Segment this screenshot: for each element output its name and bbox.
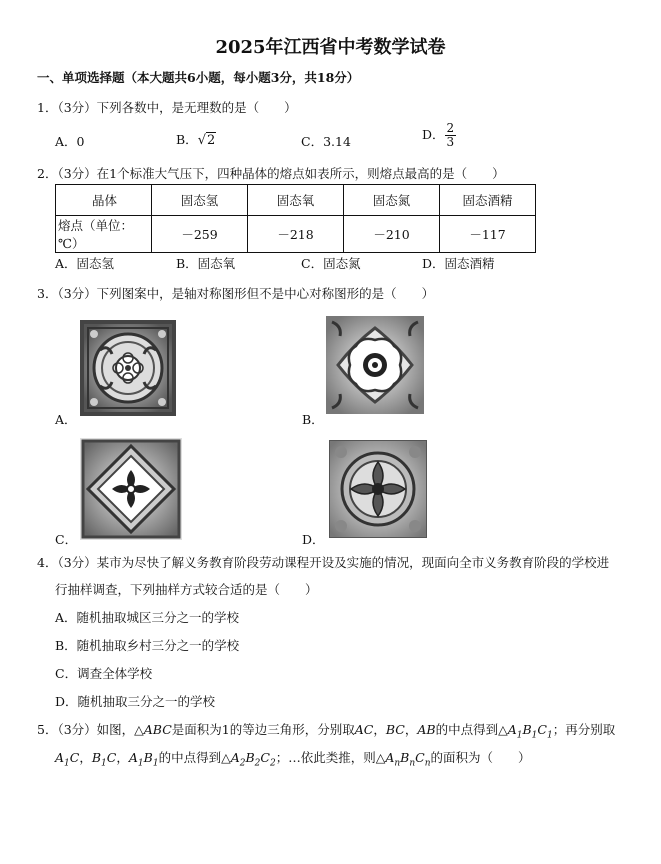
q4-option-d[interactable]: D．随机抽取三分之一的学校 (55, 694, 216, 709)
table-header-cell: 固态酒精 (440, 185, 536, 216)
segment-ac: AC (354, 722, 374, 737)
q4-option-b[interactable]: B．随机抽取乡村三分之一的学校 (55, 638, 240, 653)
q1-option-b[interactable] (176, 130, 216, 148)
triangle-anbncn: $A_nB_nC_n$ (385, 750, 431, 769)
triangle-a1b1c1: $A_1B_1C_1$ (507, 722, 553, 741)
q5-text: 的面积为（ ） (430, 750, 531, 765)
table-header-row (56, 185, 536, 216)
table-header-cell: 固态氢 (152, 185, 248, 216)
melting-point-table (55, 184, 536, 253)
q5-text: 是面积为1的等边三角形，分别取 (171, 722, 355, 737)
table-header-cell: 晶体 (56, 185, 152, 216)
segment-a1c: $A_1C$ (55, 750, 80, 769)
q5-text: 的中点得到△ (435, 722, 508, 737)
segment-b1c: $B_1C$ (91, 750, 117, 769)
table-cell: －210 (344, 216, 440, 253)
table-cell: －117 (440, 216, 536, 253)
table-row (56, 216, 536, 253)
table-cell: －218 (248, 216, 344, 253)
q3-option-c[interactable]: C． (55, 532, 78, 547)
question-5-line1: 5．（3分）如图，△ABC是面积为1的等边三角形，分别取AC，BC，AB的中点得到$\triangle A_1B_1C_1$；再分别取 (37, 722, 616, 741)
fraction-numerator: 2 (446, 121, 455, 135)
question-5-line2: $A_1C$，$B_1C$，$A_1B_1$的中点得到$\triangle A_2B_2C_2$；…依此类推，则$\triangle A_nB_nC_n$的面积为（ ） (55, 750, 531, 769)
q3-option-d[interactable]: D． (302, 532, 325, 547)
fraction-denominator: 3 (446, 135, 455, 149)
pattern-tile-c[interactable] (80, 438, 182, 540)
question-4-stem-line2: 行抽样调查，下列抽样方式较合适的是（ ） (55, 582, 318, 597)
question-2-stem: 2．（3分）在1个标准大气压下，四种晶体的熔点如表所示，则熔点最高的是（ ） (37, 166, 505, 181)
sqrt-symbol: √2 (197, 133, 216, 148)
q1-option-a[interactable]: A．0 (55, 134, 85, 149)
q1-option-b-label: B． (176, 132, 198, 147)
pattern-tile-b[interactable] (326, 316, 424, 414)
q1-option-c[interactable]: C．3.14 (301, 134, 351, 149)
q4-option-a[interactable]: A．随机抽取城区三分之一的学校 (55, 610, 240, 625)
table-cell: －259 (152, 216, 248, 253)
q2-option-d[interactable]: D．固态酒精 (422, 256, 495, 271)
q2-option-c[interactable]: C．固态氮 (301, 256, 361, 271)
table-header-cell: 固态氧 (248, 185, 344, 216)
question-3-stem: 3．（3分）下列图案中，是轴对称图形但不是中心对称图形的是（ ） (37, 286, 435, 301)
segment-bc: BC (385, 722, 405, 737)
question-4-stem-line1: 4．（3分）某市为尽快了解义务教育阶段劳动课程开设及实施的情况，现面向全市义务教育阶段的学校进 (37, 555, 610, 570)
q5-text: ；再分别取 (552, 722, 616, 737)
triangle-abc: ABC (143, 722, 172, 737)
q5-text: ；…依此类推，则△ (275, 750, 386, 765)
table-header-cell: 固态氮 (344, 185, 440, 216)
q1-option-d[interactable] (422, 122, 456, 149)
segment-a1b1: $A_1B_1$ (128, 750, 159, 769)
triangle-a2b2c2: $A_2B_2C_2$ (230, 750, 276, 769)
q2-option-a[interactable]: A．固态氢 (55, 256, 115, 271)
q5-text: 的中点得到△ (158, 750, 231, 765)
q5-text: 5．（3分）如图，△ (37, 722, 144, 737)
fraction (445, 122, 457, 149)
q2-option-b[interactable]: B．固态氧 (176, 256, 236, 271)
q1-option-d-label: D． (422, 127, 445, 142)
question-1-stem: 1．（3分）下列各数中，是无理数的是（ ） (37, 100, 297, 115)
q4-option-c[interactable]: C．调查全体学校 (55, 666, 153, 681)
pattern-tile-d[interactable] (329, 440, 427, 538)
radicand: 2 (206, 133, 216, 148)
q3-option-b[interactable]: B． (302, 412, 324, 427)
q3-option-a[interactable]: A． (55, 412, 77, 427)
segment-ab: AB (417, 722, 436, 737)
pattern-tile-a[interactable] (80, 320, 176, 416)
table-row-label: 熔点（单位：℃） (56, 216, 152, 253)
section-heading: 一、单项选择题（本大题共6小题，每小题3分，共18分） (37, 70, 360, 85)
page-title: 2025年江西省中考数学试卷 (215, 37, 446, 58)
